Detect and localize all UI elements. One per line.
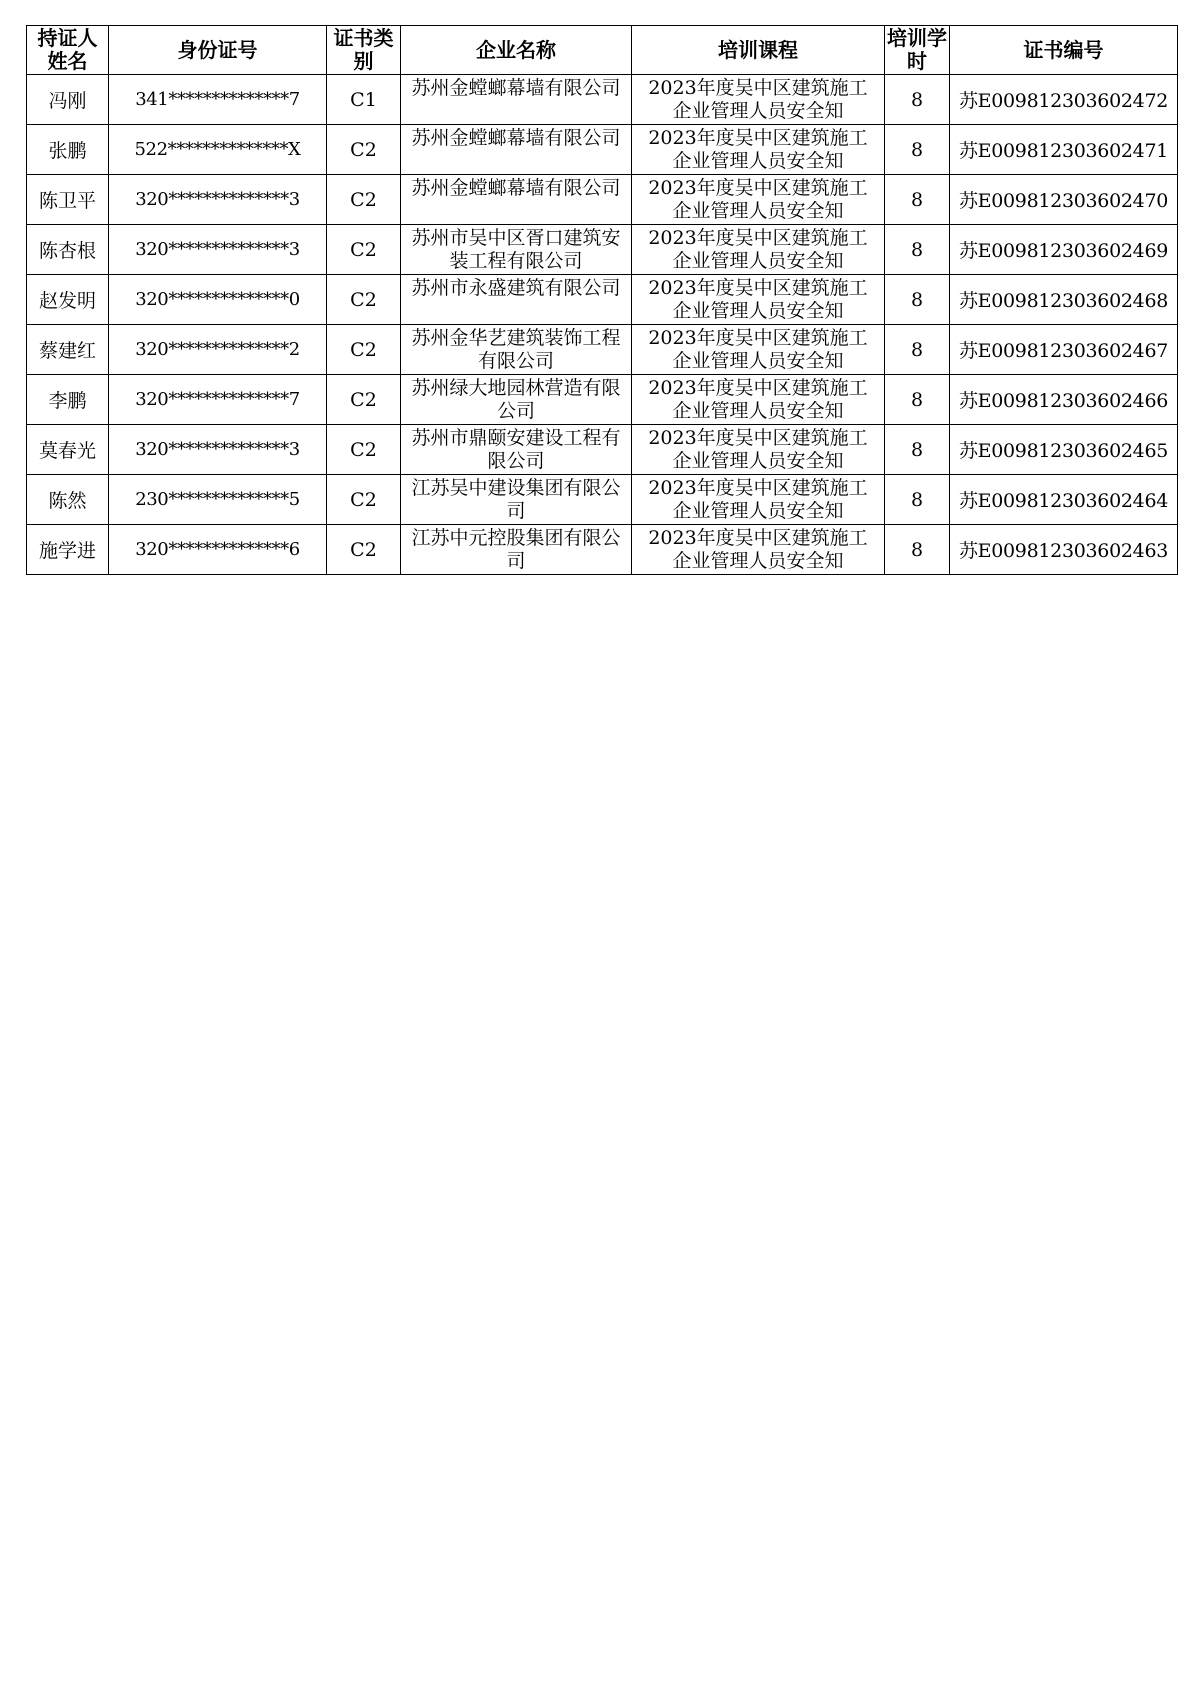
cell-cert-category-text: C2 xyxy=(350,488,377,511)
cell-cert-number xyxy=(950,425,1178,475)
cell-company-name-text: 江苏吴中建设集团有限公司 xyxy=(411,476,621,522)
cell-training-course-text: 2023年度吴中区建筑施工企业管理人员安全知 xyxy=(648,526,868,572)
table-row xyxy=(27,525,1178,575)
cell-holder-name-text: 李鹏 xyxy=(48,390,87,412)
cell-id-number xyxy=(109,175,327,225)
cell-id-number xyxy=(109,425,327,475)
cell-training-course-text: 2023年度吴中区建筑施工企业管理人员安全知 xyxy=(648,276,868,322)
cell-id-number xyxy=(109,525,327,575)
cell-company-name xyxy=(401,475,632,525)
cell-cert-category-text: C2 xyxy=(350,188,377,211)
cell-cert-number xyxy=(950,125,1178,175)
cell-training-hours-text: 8 xyxy=(910,388,924,411)
table-row xyxy=(27,375,1178,425)
cell-training-hours-text: 8 xyxy=(910,88,924,111)
cell-company-name xyxy=(401,75,632,125)
cell-training-course-text: 2023年度吴中区建筑施工企业管理人员安全知 xyxy=(648,76,868,122)
cell-holder-name xyxy=(27,125,109,175)
cell-cert-category-text: C2 xyxy=(350,538,377,561)
cell-training-course xyxy=(632,275,885,325)
cell-cert-category xyxy=(327,225,401,275)
table-header xyxy=(27,26,1178,75)
cell-holder-name xyxy=(27,225,109,275)
cell-cert-number-text: 苏E009812303602472 xyxy=(958,90,1169,112)
header-holder-name: 持证人姓名 xyxy=(27,26,109,75)
cell-training-course-text: 2023年度吴中区建筑施工企业管理人员安全知 xyxy=(648,226,868,272)
cell-training-course xyxy=(632,175,885,225)
cell-training-course xyxy=(632,125,885,175)
cell-training-course-text: 2023年度吴中区建筑施工企业管理人员安全知 xyxy=(648,476,868,522)
cell-cert-category xyxy=(327,275,401,325)
cell-cert-number-text: 苏E009812303602464 xyxy=(958,490,1169,512)
table-row xyxy=(27,125,1178,175)
certificate-table xyxy=(26,25,1178,575)
table-row xyxy=(27,475,1178,525)
table-row xyxy=(27,425,1178,475)
cell-training-course xyxy=(632,475,885,525)
cell-cert-category xyxy=(327,125,401,175)
cell-training-hours xyxy=(885,475,950,525)
cell-cert-category xyxy=(327,75,401,125)
cell-id-number-text: 320**************3 xyxy=(135,439,300,460)
cell-cert-category-text: C2 xyxy=(350,288,377,311)
cell-company-name xyxy=(401,225,632,275)
cell-training-course xyxy=(632,375,885,425)
cell-cert-number-text: 苏E009812303602469 xyxy=(958,240,1169,262)
cell-holder-name-text: 陈卫平 xyxy=(38,190,96,212)
cell-company-name-text: 苏州市永盛建筑有限公司 xyxy=(411,276,621,299)
cell-id-number-text: 320**************7 xyxy=(135,389,300,410)
cell-training-hours xyxy=(885,175,950,225)
cell-cert-category-text: C2 xyxy=(350,138,377,161)
cell-training-course-text: 2023年度吴中区建筑施工企业管理人员安全知 xyxy=(648,326,868,372)
cell-company-name-text: 苏州金螳螂幕墙有限公司 xyxy=(411,76,621,99)
cell-training-hours-text: 8 xyxy=(910,138,924,161)
cell-holder-name-text: 施学进 xyxy=(38,540,96,562)
cell-id-number-text: 320**************0 xyxy=(135,289,300,310)
cell-company-name xyxy=(401,125,632,175)
cell-company-name-text: 苏州金螳螂幕墙有限公司 xyxy=(411,176,621,199)
header-cert-category: 证书类别 xyxy=(327,26,401,75)
cell-id-number-text: 320**************2 xyxy=(135,339,300,360)
cell-training-hours xyxy=(885,325,950,375)
cell-company-name xyxy=(401,525,632,575)
header-company-name: 企业名称 xyxy=(401,26,632,75)
cell-company-name-text: 苏州金华艺建筑装饰工程有限公司 xyxy=(411,326,621,372)
cell-cert-number-text: 苏E009812303602466 xyxy=(958,390,1169,412)
cell-company-name xyxy=(401,425,632,475)
cell-training-hours-text: 8 xyxy=(910,338,924,361)
cell-training-hours-text: 8 xyxy=(910,238,924,261)
cell-id-number xyxy=(109,225,327,275)
cell-id-number xyxy=(109,75,327,125)
cell-cert-number-text: 苏E009812303602470 xyxy=(958,190,1169,212)
cell-cert-category xyxy=(327,175,401,225)
cell-training-course-text: 2023年度吴中区建筑施工企业管理人员安全知 xyxy=(648,376,868,422)
cell-holder-name xyxy=(27,75,109,125)
cell-cert-number-text: 苏E009812303602467 xyxy=(958,340,1169,362)
cell-training-hours xyxy=(885,375,950,425)
cell-cert-number xyxy=(950,375,1178,425)
header-id-number: 身份证号 xyxy=(109,26,327,75)
cell-cert-number-text: 苏E009812303602465 xyxy=(958,440,1169,462)
cell-cert-category-text: C2 xyxy=(350,438,377,461)
cell-cert-category-text: C2 xyxy=(350,238,377,261)
cell-cert-number xyxy=(950,225,1178,275)
cell-training-hours xyxy=(885,525,950,575)
cell-company-name-text: 苏州金螳螂幕墙有限公司 xyxy=(411,126,621,149)
cell-holder-name-text: 赵发明 xyxy=(38,290,96,312)
cell-id-number xyxy=(109,125,327,175)
cell-cert-number-text: 苏E009812303602463 xyxy=(958,540,1169,562)
cell-holder-name xyxy=(27,475,109,525)
table-row xyxy=(27,325,1178,375)
cell-cert-number-text: 苏E009812303602468 xyxy=(958,290,1169,312)
cell-training-hours-text: 8 xyxy=(910,288,924,311)
cell-cert-category xyxy=(327,425,401,475)
cell-cert-number-text: 苏E009812303602471 xyxy=(958,140,1169,162)
header-training-course: 培训课程 xyxy=(632,26,885,75)
table-row xyxy=(27,225,1178,275)
cell-company-name xyxy=(401,325,632,375)
cell-training-course xyxy=(632,525,885,575)
cell-cert-category xyxy=(327,375,401,425)
cell-training-hours-text: 8 xyxy=(910,188,924,211)
cell-holder-name xyxy=(27,325,109,375)
cell-training-hours-text: 8 xyxy=(910,538,924,561)
cell-id-number-text: 320**************6 xyxy=(135,539,300,560)
cell-company-name-text: 苏州市吴中区胥口建筑安装工程有限公司 xyxy=(411,226,621,272)
cell-training-course-text: 2023年度吴中区建筑施工企业管理人员安全知 xyxy=(648,126,868,172)
cell-cert-number xyxy=(950,75,1178,125)
cell-company-name xyxy=(401,175,632,225)
cell-holder-name xyxy=(27,425,109,475)
cell-cert-category xyxy=(327,475,401,525)
cell-company-name xyxy=(401,275,632,325)
cell-company-name-text: 江苏中元控股集团有限公司 xyxy=(411,526,621,572)
cell-training-course xyxy=(632,425,885,475)
cell-holder-name xyxy=(27,175,109,225)
cell-holder-name xyxy=(27,275,109,325)
cell-cert-number xyxy=(950,525,1178,575)
header-cert-number: 证书编号 xyxy=(950,26,1178,75)
cell-cert-category-text: C1 xyxy=(350,88,377,111)
cell-id-number-text: 320**************3 xyxy=(135,239,300,260)
cell-holder-name xyxy=(27,375,109,425)
cell-id-number-text: 320**************3 xyxy=(135,189,300,210)
cell-training-hours xyxy=(885,425,950,475)
header-row xyxy=(27,26,1178,75)
cell-holder-name-text: 莫春光 xyxy=(38,440,96,462)
cell-cert-category xyxy=(327,325,401,375)
cell-id-number xyxy=(109,375,327,425)
cell-training-course-text: 2023年度吴中区建筑施工企业管理人员安全知 xyxy=(648,176,868,222)
cell-training-course xyxy=(632,225,885,275)
cell-training-hours-text: 8 xyxy=(910,488,924,511)
cell-cert-category-text: C2 xyxy=(350,388,377,411)
cell-training-hours xyxy=(885,275,950,325)
cell-cert-number xyxy=(950,175,1178,225)
table-row xyxy=(27,75,1178,125)
cell-holder-name-text: 蔡建红 xyxy=(38,340,96,362)
cell-company-name-text: 苏州绿大地园林营造有限公司 xyxy=(411,376,621,422)
table-body xyxy=(27,75,1178,575)
header-training-hours: 培训学时 xyxy=(885,26,950,75)
cell-company-name xyxy=(401,375,632,425)
cell-holder-name xyxy=(27,525,109,575)
cell-training-hours xyxy=(885,225,950,275)
cell-holder-name-text: 冯刚 xyxy=(48,90,87,112)
cell-cert-category-text: C2 xyxy=(350,338,377,361)
cell-training-course-text: 2023年度吴中区建筑施工企业管理人员安全知 xyxy=(648,426,868,472)
cell-cert-number xyxy=(950,475,1178,525)
table-row xyxy=(27,275,1178,325)
cell-training-course xyxy=(632,75,885,125)
cell-training-hours xyxy=(885,75,950,125)
cell-id-number xyxy=(109,275,327,325)
cell-id-number xyxy=(109,325,327,375)
cell-training-hours-text: 8 xyxy=(910,438,924,461)
cell-holder-name-text: 陈然 xyxy=(48,490,87,512)
cell-training-hours xyxy=(885,125,950,175)
cell-cert-category xyxy=(327,525,401,575)
cell-training-course xyxy=(632,325,885,375)
cell-id-number-text: 522**************X xyxy=(134,139,301,160)
cell-id-number-text: 341**************7 xyxy=(135,89,300,110)
table-row xyxy=(27,175,1178,225)
cell-id-number xyxy=(109,475,327,525)
cell-company-name-text: 苏州市鼎颐安建设工程有限公司 xyxy=(411,426,621,472)
cell-holder-name-text: 张鹏 xyxy=(48,140,87,162)
cell-cert-number xyxy=(950,275,1178,325)
cell-holder-name-text: 陈杏根 xyxy=(38,240,96,262)
cell-id-number-text: 230**************5 xyxy=(135,489,300,510)
cell-cert-number xyxy=(950,325,1178,375)
